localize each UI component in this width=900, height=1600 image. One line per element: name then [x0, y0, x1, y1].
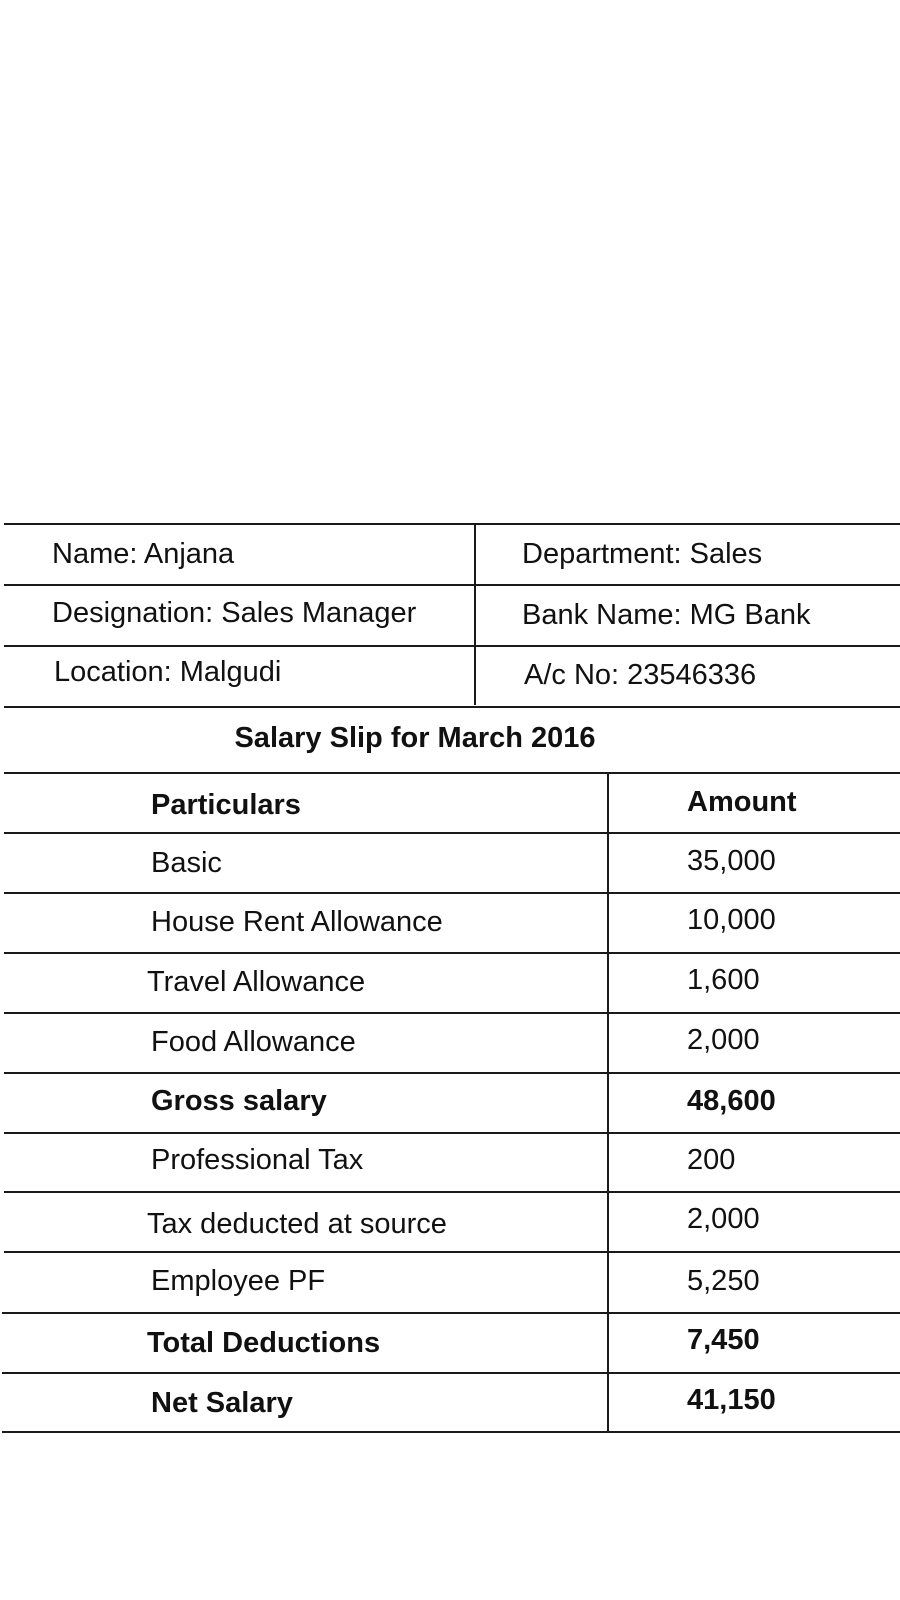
divider	[4, 1072, 900, 1074]
divider	[4, 1132, 900, 1134]
divider	[4, 523, 900, 525]
employee-location: Location: Malgudi	[54, 656, 282, 688]
divider	[2, 1431, 900, 1433]
slip-title: Salary Slip for March 2016	[234, 722, 596, 754]
divider	[4, 1012, 900, 1014]
divider	[4, 952, 900, 954]
divider	[474, 525, 476, 705]
row-travel-label: Travel Allowance	[147, 966, 366, 998]
row-prof-tax-label: Professional Tax	[151, 1144, 364, 1176]
employee-bank-name: Bank Name: MG Bank	[522, 599, 811, 631]
row-total-deductions-amount: 7,450	[687, 1324, 760, 1356]
row-pf-label: Employee PF	[151, 1265, 326, 1297]
divider	[2, 1372, 900, 1374]
employee-department: Department: Sales	[522, 538, 763, 570]
employee-designation: Designation: Sales Manager	[52, 597, 417, 629]
employee-account-no: A/c No: 23546336	[524, 659, 757, 691]
divider	[2, 1312, 900, 1314]
divider	[4, 892, 900, 894]
header-particulars: Particulars	[151, 789, 301, 821]
employee-name: Name: Anjana	[52, 538, 235, 570]
row-tds-amount: 2,000	[687, 1203, 760, 1235]
row-prof-tax-amount: 200	[687, 1144, 736, 1176]
row-net-salary-label: Net Salary	[151, 1387, 293, 1419]
row-gross-amount: 48,600	[687, 1085, 776, 1117]
row-travel-amount: 1,600	[687, 964, 760, 996]
row-gross-label: Gross salary	[151, 1085, 327, 1117]
divider	[4, 645, 900, 647]
divider	[4, 832, 900, 834]
row-food-label: Food Allowance	[151, 1026, 356, 1058]
row-net-salary-amount: 41,150	[687, 1384, 776, 1416]
row-hra-amount: 10,000	[687, 904, 776, 936]
divider	[4, 584, 900, 586]
row-total-deductions-label: Total Deductions	[147, 1327, 381, 1359]
row-pf-amount: 5,250	[687, 1265, 760, 1297]
row-basic-amount: 35,000	[687, 845, 776, 877]
divider	[607, 774, 609, 1432]
row-hra-label: House Rent Allowance	[151, 906, 443, 938]
divider	[4, 1191, 900, 1193]
row-tds-label: Tax deducted at source	[147, 1208, 447, 1240]
divider	[4, 1251, 900, 1253]
row-food-amount: 2,000	[687, 1024, 760, 1056]
row-basic-label: Basic	[151, 847, 222, 879]
divider	[4, 772, 900, 774]
header-amount: Amount	[687, 786, 797, 818]
divider	[4, 706, 900, 708]
